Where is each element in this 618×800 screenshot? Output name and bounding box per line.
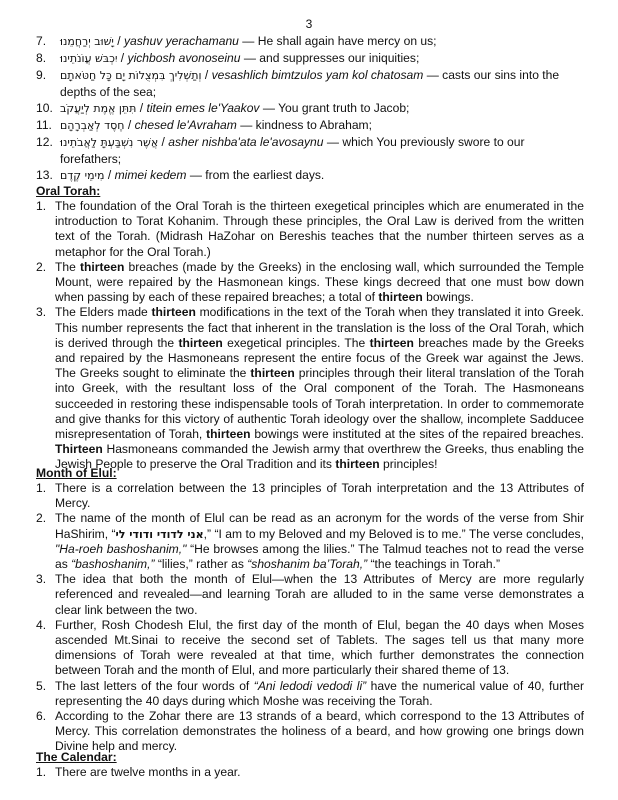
text-run: thirteen — [369, 335, 414, 350]
phrase-number: 13. — [36, 168, 53, 182]
translation: — casts our sins into the depths of the sea; — [60, 68, 560, 99]
item-number: 6. — [36, 709, 47, 724]
text-run: thirteen — [335, 457, 380, 472]
item-number: 2. — [36, 511, 47, 526]
item-number: 1. — [36, 199, 47, 213]
item-text — [55, 618, 584, 678]
item-text — [55, 765, 241, 779]
item-text — [55, 679, 584, 708]
separator: / — [201, 68, 212, 82]
item-text — [55, 481, 584, 510]
text-run: bowings. — [422, 290, 474, 305]
translation: — kindness to Abraham; — [236, 118, 372, 132]
list-item — [36, 679, 584, 709]
text-run: have the numerical value of 40, further representing the 40 days during which Moshe was receiving the Torah. — [55, 678, 584, 708]
text-run: The idea that both the month of Elul—when the 13 Attributes of Mercy are more regularly referenced and revealed—and learning Torah are alluded to in the same verse demonstrates a clear link between the two. — [55, 572, 584, 617]
translation: — You grant truth to Jacob; — [259, 101, 410, 115]
phrase-item — [36, 33, 584, 50]
text-run: Further, Rosh Chodesh Elul, the first day of the month of Elul, began the 40 days when Moses ascended Mt.Sinai to receive the second set of Tablets. The sages tell us that many more dimensions of Torah were revealed at that time, which further demonstrates the connection between Torah and the month of Elul, and more particularly their shared theme of 13. — [55, 617, 584, 678]
text-run: bowings were instituted at the sites of the repaired breaches. — [250, 427, 585, 442]
hebrew-phrase: חֶסֶד לְאַבְרָהָם — [60, 119, 125, 132]
text-run: thirteen — [250, 366, 295, 381]
list-item — [36, 765, 584, 780]
calendar-list — [36, 765, 584, 780]
transliteration: yashuv yerachamanu — [123, 34, 239, 48]
item-number: 2. — [36, 259, 47, 274]
list-item — [36, 618, 584, 679]
text-run: “shoshanim ba’Torah,” — [247, 557, 368, 572]
transliteration: vesashlich bimtzulos yam kol chatosam — [211, 68, 424, 82]
elul-heading: Month of Elul: — [36, 466, 117, 480]
text-run: principles through their literal translation of the Torah into Greek, with the resultant loss of the Oral component of the Torah. The Hasmoneans succeeded in restoring these indispensable tools of Torah interpretation. In order to commemorate and give thanks for this victory of authentic Torah ideology over the shallow, incomplete Sadducee misrepresentation of Torah, — [55, 366, 584, 442]
item-number: 3. — [36, 572, 47, 587]
separator: / — [136, 101, 147, 115]
item-text — [55, 511, 584, 571]
item-text — [55, 709, 584, 753]
list-item — [36, 260, 584, 306]
separator: / — [158, 135, 169, 149]
text-run: אני לדודי ודודי לי — [115, 527, 204, 541]
item-text — [55, 199, 584, 259]
hebrew-phrase: וְתַשְׁלִיךְ בִּמְצֻלוֹת יָם כָּל חַטֹּאתָם — [60, 69, 202, 82]
hebrew-phrase: אֲשֶׁר נִשְׁבַּעְתָּ לַאֲבֹתֵינוּ — [60, 136, 159, 149]
translation: — He shall again have mercy on us; — [238, 34, 437, 48]
text-run: breaches (made by the Greeks) in the enclosing wall, which surrounded the Temple Mount, were repaired by the Hasmonean kings. These kings decreed that one must bow down when passing by each of these repaired breaches; a total of — [55, 259, 584, 305]
elul-list — [36, 481, 584, 755]
item-number: 1. — [36, 481, 47, 495]
text-run: principles! — [379, 457, 438, 472]
item-number: 1. — [36, 765, 47, 779]
text-run: The last letters of the four words of — [55, 678, 254, 693]
text-run: The foundation of the Oral Torah is the thirteen exegetical principles which are enumerated in the introduction to Torat Kohanim. Through these principles, the Oral Law is derived from the written text of the Torah. (Midrash HaZohar on Bereshis teaches that the number thirteen serves as a metaphor for the Oral Torah.) — [55, 199, 584, 259]
item-number: 5. — [36, 678, 47, 693]
separator: / — [124, 118, 135, 132]
transliteration: chesed le'Avraham — [134, 118, 237, 132]
hebrew-phrase: יִכְבּשׁ עֲוֹנֹתֵינוּ — [60, 52, 118, 65]
phrase-number: 12. — [36, 135, 53, 149]
text-run: thirteen — [151, 305, 196, 320]
phrase-number: 9. — [36, 68, 47, 82]
text-run: The Elders made — [55, 305, 152, 320]
calendar-heading: The Calendar: — [36, 750, 117, 764]
item-text — [55, 572, 584, 616]
phrase-item — [36, 117, 584, 134]
text-run: modifications in the text of the Torah when they translated it into Greek. This number represents the fact that inherent in the translation is the loss of the Oral Torah, which is derived through the — [55, 305, 584, 350]
list-item — [36, 511, 584, 572]
hebrew-phrase: מִימֵי קֶדֶם — [60, 169, 105, 182]
transliteration: yichbosh avonoseinu — [127, 51, 241, 65]
phrase-item — [36, 167, 584, 184]
translation: — which You previously swore to our forefathers; — [60, 135, 525, 166]
list-item — [36, 305, 584, 472]
text-run: “He browses among the lilies.” The Talmud teaches not to read the verse as — [55, 541, 584, 572]
text-run: According to the Zohar there are 13 strands of a beard, which correspond to the 13 Attributes of Mercy. This correlation demonstrates the holiness of a beard, and how growing one brings down Divine help and mercy. — [55, 709, 584, 754]
text-run: There are twelve months in a year. — [55, 765, 241, 779]
phrase-list — [36, 33, 584, 184]
list-item — [36, 199, 584, 260]
phrase-item — [36, 50, 584, 67]
phrase-number: 11. — [36, 118, 52, 132]
translation: — and suppresses our iniquities; — [240, 51, 420, 65]
text-run: "Ha-roeh bashoshanim," — [55, 541, 187, 556]
text-run: The name of the month of Elul can be read as an acronym for the words of the verse from Shir HaShirim, “ — [55, 511, 584, 541]
text-run: thirteen — [378, 290, 423, 305]
text-run: “the teachings in Torah.” — [367, 557, 501, 572]
item-number: 3. — [36, 305, 47, 320]
oral-torah-list — [36, 199, 584, 473]
text-run: ,” “I am to my Beloved and my Beloved is to me.” The verse concludes, — [203, 526, 584, 541]
list-item — [36, 572, 584, 618]
oral-torah-heading: Oral Torah: — [36, 184, 101, 198]
transliteration: mimei kedem — [114, 168, 187, 182]
text-run: The — [55, 259, 80, 274]
text-run: thirteen — [79, 259, 125, 274]
phrase-item — [36, 100, 584, 117]
text-run: thirteen — [206, 427, 251, 442]
text-run: Hasmoneans commanded the Jewish army that overthrew the Greeks, thus enabling the Jewish People to preserve the Oral Tradition and its — [55, 442, 584, 472]
translation: — from the earliest days. — [186, 168, 325, 182]
text-run: “lilies,” rather as — [154, 557, 248, 572]
list-item — [36, 481, 584, 511]
phrase-number: 7. — [36, 34, 47, 48]
item-text — [55, 305, 584, 471]
page-number: 3 — [305, 17, 313, 31]
text-run: There is a correlation between the 13 principles of Torah interpretation and the 13 Attributes of Mercy. — [55, 481, 584, 511]
separator: / — [104, 168, 115, 182]
text-run: Thirteen — [55, 442, 103, 457]
phrase-item — [36, 134, 584, 167]
separator: / — [113, 34, 124, 48]
transliteration: titein emes le'Yaakov — [146, 101, 260, 115]
text-run: “bashoshanim,” — [71, 557, 155, 572]
text-run: exegetical principles. The — [222, 335, 370, 350]
separator: / — [117, 51, 128, 65]
phrase-item — [36, 67, 584, 100]
item-number: 4. — [36, 617, 47, 632]
phrase-number: 8. — [36, 51, 47, 65]
hebrew-phrase: תִּתֵּן אֱמֶת לְיַעֲקֹב — [60, 102, 137, 115]
phrase-number: 10. — [36, 101, 53, 115]
text-run: “Ani ledodi vedodi li” — [253, 678, 367, 693]
transliteration: asher nishba'ata le'avosaynu — [168, 135, 324, 149]
list-item — [36, 709, 584, 755]
text-run: thirteen — [178, 335, 223, 350]
item-text — [55, 260, 584, 304]
hebrew-phrase: יָשׁוּב יְרַחֲמֵנוּ — [60, 35, 114, 48]
text-run: breaches made by the Greeks and repaired by the Hasmoneans represent the entire focus of the Greek war against the Jews. The Greeks sought to eliminate the — [55, 335, 585, 381]
